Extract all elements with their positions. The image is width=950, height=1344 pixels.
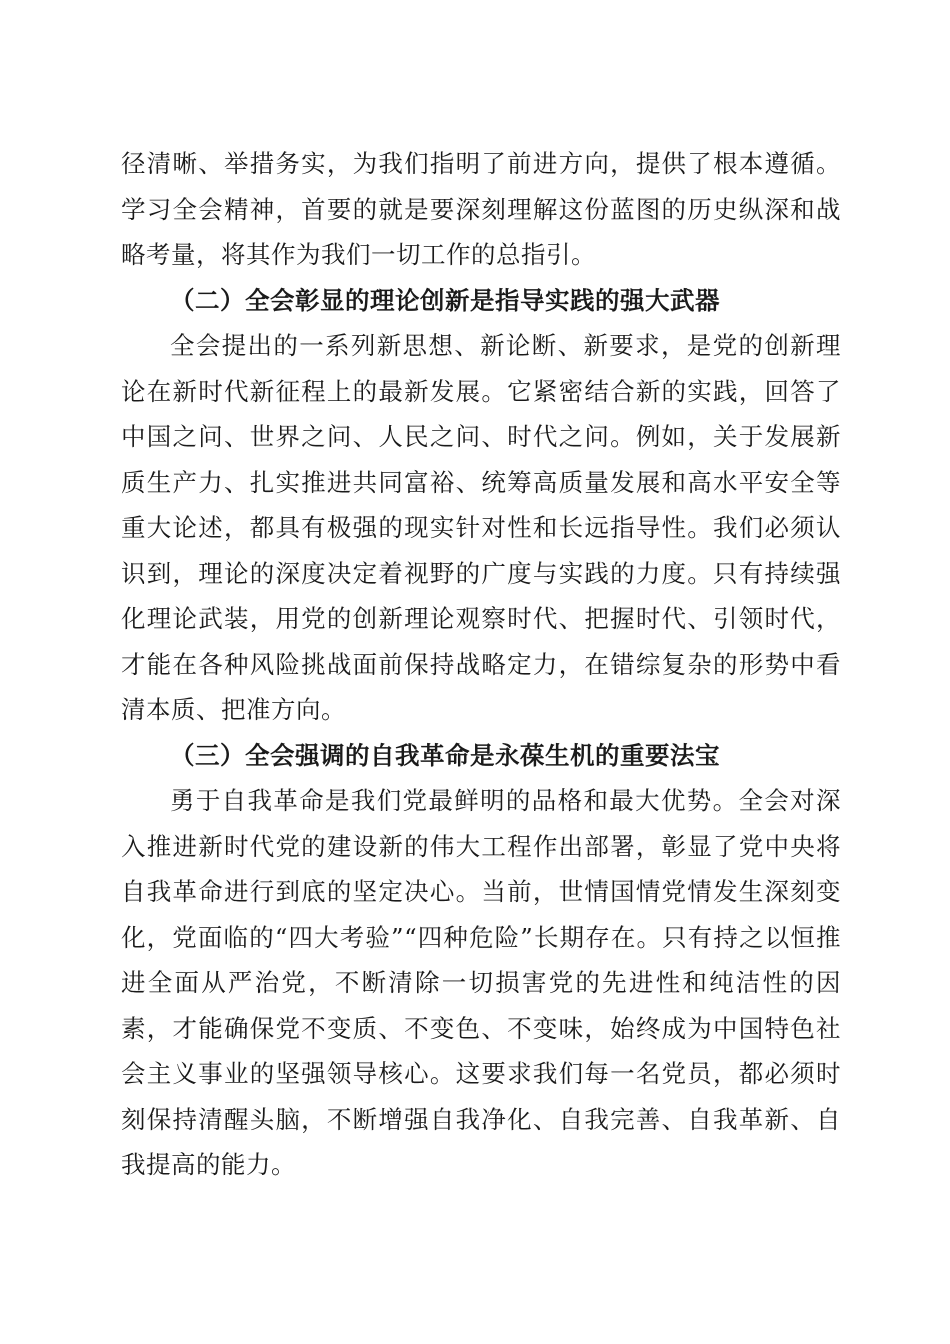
section-heading-2: （二）全会彰显的理论创新是指导实践的强大武器	[170, 285, 720, 315]
document-body	[121, 141, 841, 1188]
paragraph-section-3: 勇于自我革命是我们党最鲜明的品格和最大优势。全会对深入推进新时代党的建设新的伟大工程作出部署，彰显了党中央将自我革命进行到底的坚定决心。当前，世情国情党情发生深刻变化，党面临的“四大考验”“四种危险”长期存在。只有持之以恒推进全面从严治党，不断清除一切损害党的先进性和纯洁性的因素，才能确保党不变质、不变色、不变味，始终成为中国特色社会主义事业的坚强领导核心。这要求我们每一名党员，都必须时刻保持清醒头脑，不断增强自我净化、自我完善、自我革新、自我提高的能力。	[121, 786, 841, 1179]
paragraph-continued: 径清晰、举措务实，为我们指明了前进方向，提供了根本遵循。学习全会精神，首要的就是要深刻理解这份蓝图的历史纵深和战略考量，将其作为我们一切工作的总指引。	[121, 149, 841, 269]
paragraph-section-2: 全会提出的一系列新思想、新论断、新要求，是党的创新理论在新时代新征程上的最新发展。它紧密结合新的实践，回答了中国之问、世界之问、人民之问、时代之问。例如，关于发展新质生产力、扎实推进共同富裕、统筹高质量发展和高水平安全等重大论述，都具有极强的现实针对性和长远指导性。我们必须认识到，理论的深度决定着视野的广度与实践的力度。只有持续强化理论武装，用党的创新理论观察时代、把握时代、引领时代，才能在各种风险挑战面前保持战略定力，在错综复杂的形势中看清本质、把准方向。	[121, 331, 841, 724]
section-heading-3: （三）全会强调的自我革命是永葆生机的重要法宝	[170, 740, 720, 770]
